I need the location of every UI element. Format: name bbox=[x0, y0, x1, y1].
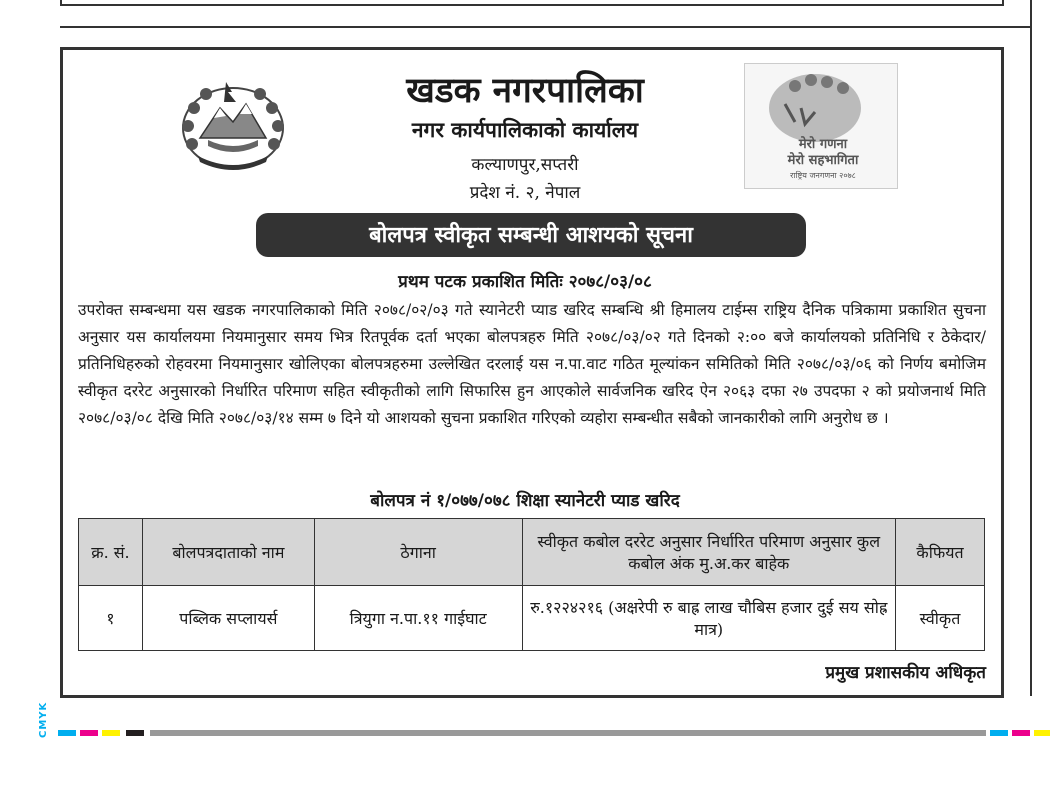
swatch-gray-bar bbox=[150, 730, 986, 736]
cell-serial: १ bbox=[79, 586, 143, 651]
office-name: नगर कार्यपालिकाको कार्यालय bbox=[411, 117, 639, 142]
table-row bbox=[79, 586, 985, 651]
cell-address: त्रियुगा न.पा.११ गाईघाट bbox=[314, 586, 522, 651]
cell-amount: रु.१२२४२१६ (अक्षरेपी रु बाह्र लाख चौबिस हजार दुई सय सोह्र मात्र) bbox=[522, 586, 895, 651]
previous-notice-border bbox=[60, 0, 1004, 6]
bid-title: बोलपत्र नं १/०७७/०७८ शिक्षा स्यानेटरी प्याड खरिद bbox=[370, 491, 680, 511]
cmyk-label bbox=[36, 690, 54, 740]
census-logo-line2: मेरो सहभागिता bbox=[787, 153, 859, 168]
census-logo-line3: राष्ट्रिय जनगणना २०७८ bbox=[790, 171, 856, 180]
cell-remarks: स्वीकृत bbox=[896, 586, 985, 651]
swatch-magenta-right bbox=[1012, 730, 1030, 736]
cmyk-text: CMYK bbox=[38, 701, 49, 738]
swatch-yellow bbox=[102, 730, 120, 736]
office-location: कल्याणपुर,सप्तरी bbox=[471, 155, 579, 175]
header-serial: क्र. सं. bbox=[79, 519, 143, 586]
notice-body: उपरोक्त सम्बन्धमा यस खडक नगरपालिकाको मिति २०७८/०२/०३ गते स्यानेटरी प्याड खरिद सम्बन्धि श्री हिमालय टाईम्स राष्ट्रिय दैनिक पत्रिकामा प्रकाशित सुचना अनुसार यस कार्यालयमा नियमानुसार समय भित्र रितपूर्वक दर्ता भएका बोलपत्रहरु मिति २०७८/०३/०२ गते दिनको २:०० बजे कार्यालयको प्रतिनिधि र ठेकेदार/प्रतिनिधिहरुको रोहवरमा नियमानुसार खोलिएका बोलपत्रहरुमा उल्लेखित दरलाई यस न.पा.वाट गठित मूल्यांकन समितिको मिति २०७८/०३/०६ को निर्णय बमोजिम स्वीकृत दररेट अनुसारको निर्धारित परिमाण सहित स्वीकृतीको लागि सिफारिस हुन आएकोले सार्वजनिक खरिद ऐन २०६३ दफा २७ उपदफा २ को प्रयोजनार्थ मिति २०७८/०३/०८ देखि मिति २०७८/०३/१४ सम्म ७ दिने यो आशयको सुचना प्रकाशित गरिएको व्यहोरा सम्बन्धीत सबैको जानकारीको लागि अनुरोध छ । bbox=[78, 301, 986, 427]
header-address: ठेगाना bbox=[314, 519, 522, 586]
swatch-cyan bbox=[58, 730, 76, 736]
swatch-black bbox=[126, 730, 144, 736]
column-divider bbox=[1030, 0, 1032, 696]
header-amount: स्वीकृत कबोल दररेट अनुसार निर्धारित परिमाण अनुसार कुल कबोल अंक मु.अ.कर बाहेक bbox=[522, 519, 895, 586]
cell-bidder-name: पब्लिक सप्लायर्स bbox=[142, 586, 314, 651]
swatch-cyan-right bbox=[990, 730, 1008, 736]
notice-heading: बोलपत्र स्वीकृत सम्बन्धी आशयको सूचना bbox=[256, 213, 806, 257]
signature-title: प्रमुख प्रशासकीय अधिकृत bbox=[825, 663, 986, 683]
bid-table bbox=[78, 518, 985, 651]
header-bidder-name: बोलपत्रदाताको नाम bbox=[142, 519, 314, 586]
swatch-magenta bbox=[80, 730, 98, 736]
table-header-row bbox=[79, 519, 985, 586]
header-remarks: कैफियत bbox=[896, 519, 985, 586]
first-published-date: प्रथम पटक प्रकाशित मितिः २०७८/०३/०८ bbox=[398, 272, 652, 292]
municipality-title: खडक नगरपालिका bbox=[406, 70, 644, 111]
swatch-yellow-right bbox=[1034, 730, 1050, 736]
province-label: प्रदेश नं. २, नेपाल bbox=[469, 183, 581, 203]
page-divider bbox=[60, 26, 1032, 28]
census-logo-line1: मेरो गणना bbox=[798, 137, 848, 152]
